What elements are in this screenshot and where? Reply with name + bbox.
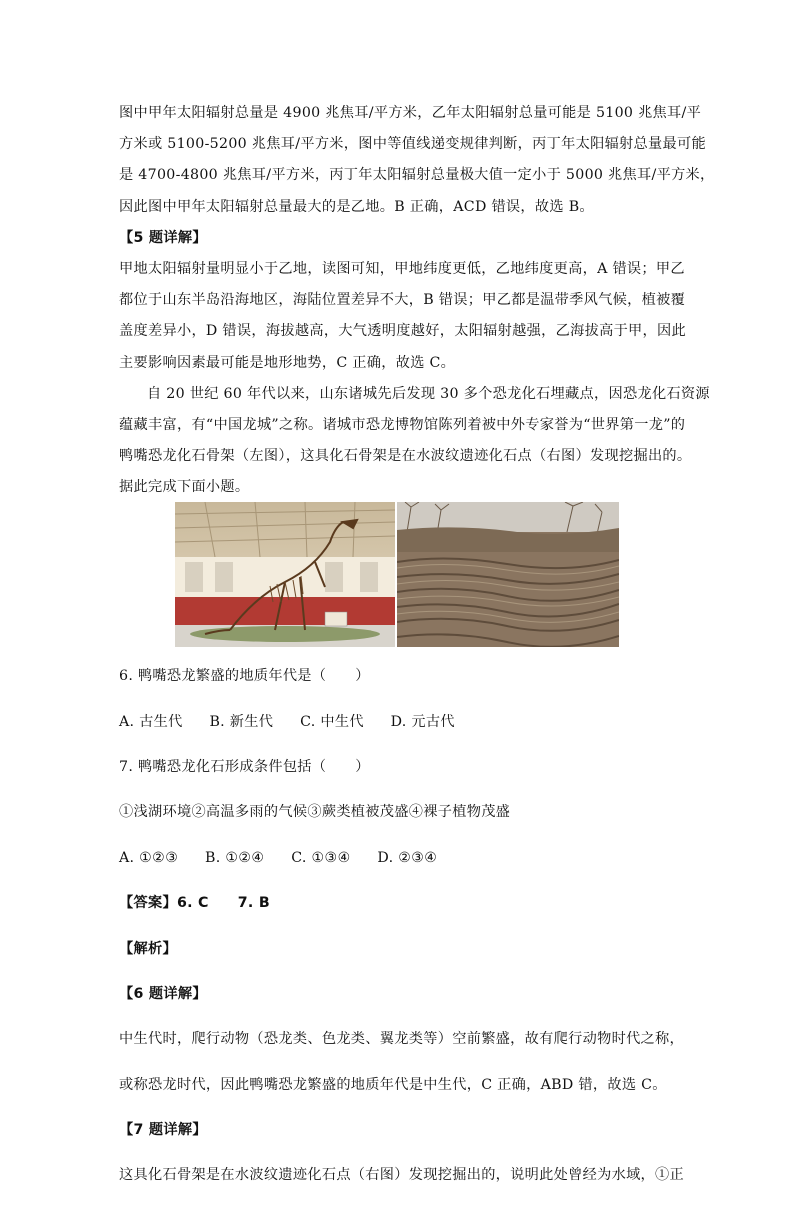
analysis-paragraph-1 xyxy=(119,98,715,504)
question-6-options xyxy=(119,707,679,738)
option-b: B. ①②④ xyxy=(205,849,265,866)
text-line: 主要影响因素最可能是地形地势，C 正确，故选 C。 xyxy=(119,354,456,371)
text-line: 都位于山东半岛沿海地区，海陆位置差异不大，B 错误；甲乙都是温带季风气候，植被覆 xyxy=(119,292,686,309)
text-line: 甲地太阳辐射量明显小于乙地，读图可知，甲地纬度更低，乙地纬度更高，A 错误；甲乙 xyxy=(119,261,685,278)
figure-photos xyxy=(175,502,619,647)
option-a: A. 古生代 xyxy=(119,713,183,730)
question-6-header: 【6 题详解】 xyxy=(119,985,207,1002)
fossil-site-image xyxy=(397,502,619,647)
text-line: 方米或 5100-5200 兆焦耳/平方米，图中等值线递变规律判断，丙丁年太阳辐射总量最可能 xyxy=(119,136,706,153)
text-line: 据此完成下面小题。 xyxy=(119,479,250,496)
text-line: 中生代时，爬行动物（恐龙类、色龙类、翼龙类等）空前繁盛，故有爬行动物时代之称， xyxy=(119,1031,685,1048)
text-line: 鸭嘴恐龙化石骨架（左图），这具化石骨架是在水波纹遗迹化石点（右图）发现挖掘出的。 xyxy=(119,448,692,465)
questions-section xyxy=(119,647,685,1206)
text-line: 或称恐龙时代，因此鸭嘴恐龙繁盛的地质年代是中生代，C 正确，ABD 错，故选 C。 xyxy=(119,1076,667,1093)
text-line: 自 20 世纪 60 年代以来，山东诸城先后发现 30 多个恐龙化石埋藏点，因恐龙化石资源 xyxy=(147,385,710,402)
question-7-conditions: ①浅湖环境②高温多雨的气候③蕨类植被茂盛④裸子植物茂盛 xyxy=(119,804,511,821)
question-7-header: 【7 题详解】 xyxy=(119,1122,207,1139)
option-c: C. 中生代 xyxy=(300,713,364,730)
analysis-header: 【解析】 xyxy=(119,940,177,957)
option-d: D. 元古代 xyxy=(390,713,455,730)
dinosaur-skeleton-image xyxy=(175,502,395,647)
option-d: D. ②③④ xyxy=(377,849,438,866)
text-line: 蕴藏丰富，有“中国龙城”之称。诸城市恐龙博物馆陈列着被中外专家誉为“世界第一龙”的 xyxy=(119,417,686,434)
question-7-options xyxy=(119,843,679,874)
question-6: 6. 鸭嘴恐龙繁盛的地质年代是（ ） xyxy=(119,668,370,685)
dinosaur-skeleton-photo xyxy=(175,502,395,647)
question-5-header: 【5 题详解】 xyxy=(119,229,207,246)
text-line: 这具化石骨架是在水波纹遗迹化石点（右图）发现挖掘出的，说明此处曾经为水域，①正 xyxy=(119,1167,685,1184)
option-b: B. 新生代 xyxy=(209,713,274,730)
answer-line: 【答案】6. C 7. B xyxy=(119,895,270,912)
fossil-site-photo xyxy=(397,502,619,647)
text-line: 因此图中甲年太阳辐射总量最大的是乙地。B 正确，ACD 错误，故选 B。 xyxy=(119,198,594,215)
option-a: A. ①②③ xyxy=(119,849,179,866)
text-line: 盖度差异小，D 错误，海拔越高，大气透明度越好，太阳辐射越强，乙海拔高于甲，因此 xyxy=(119,323,687,340)
question-7: 7. 鸭嘴恐龙化石形成条件包括（ ） xyxy=(119,758,370,775)
text-line: 图中甲年太阳辐射总量是 4900 兆焦耳/平方米，乙年太阳辐射总量可能是 5100 兆焦耳/平 xyxy=(119,105,702,121)
text-line: 是 4700-4800 兆焦耳/平方米，丙丁年太阳辐射总量极大值一定小于 5000 兆焦耳/平方米， xyxy=(119,167,715,184)
option-c: C. ①③④ xyxy=(291,849,351,866)
